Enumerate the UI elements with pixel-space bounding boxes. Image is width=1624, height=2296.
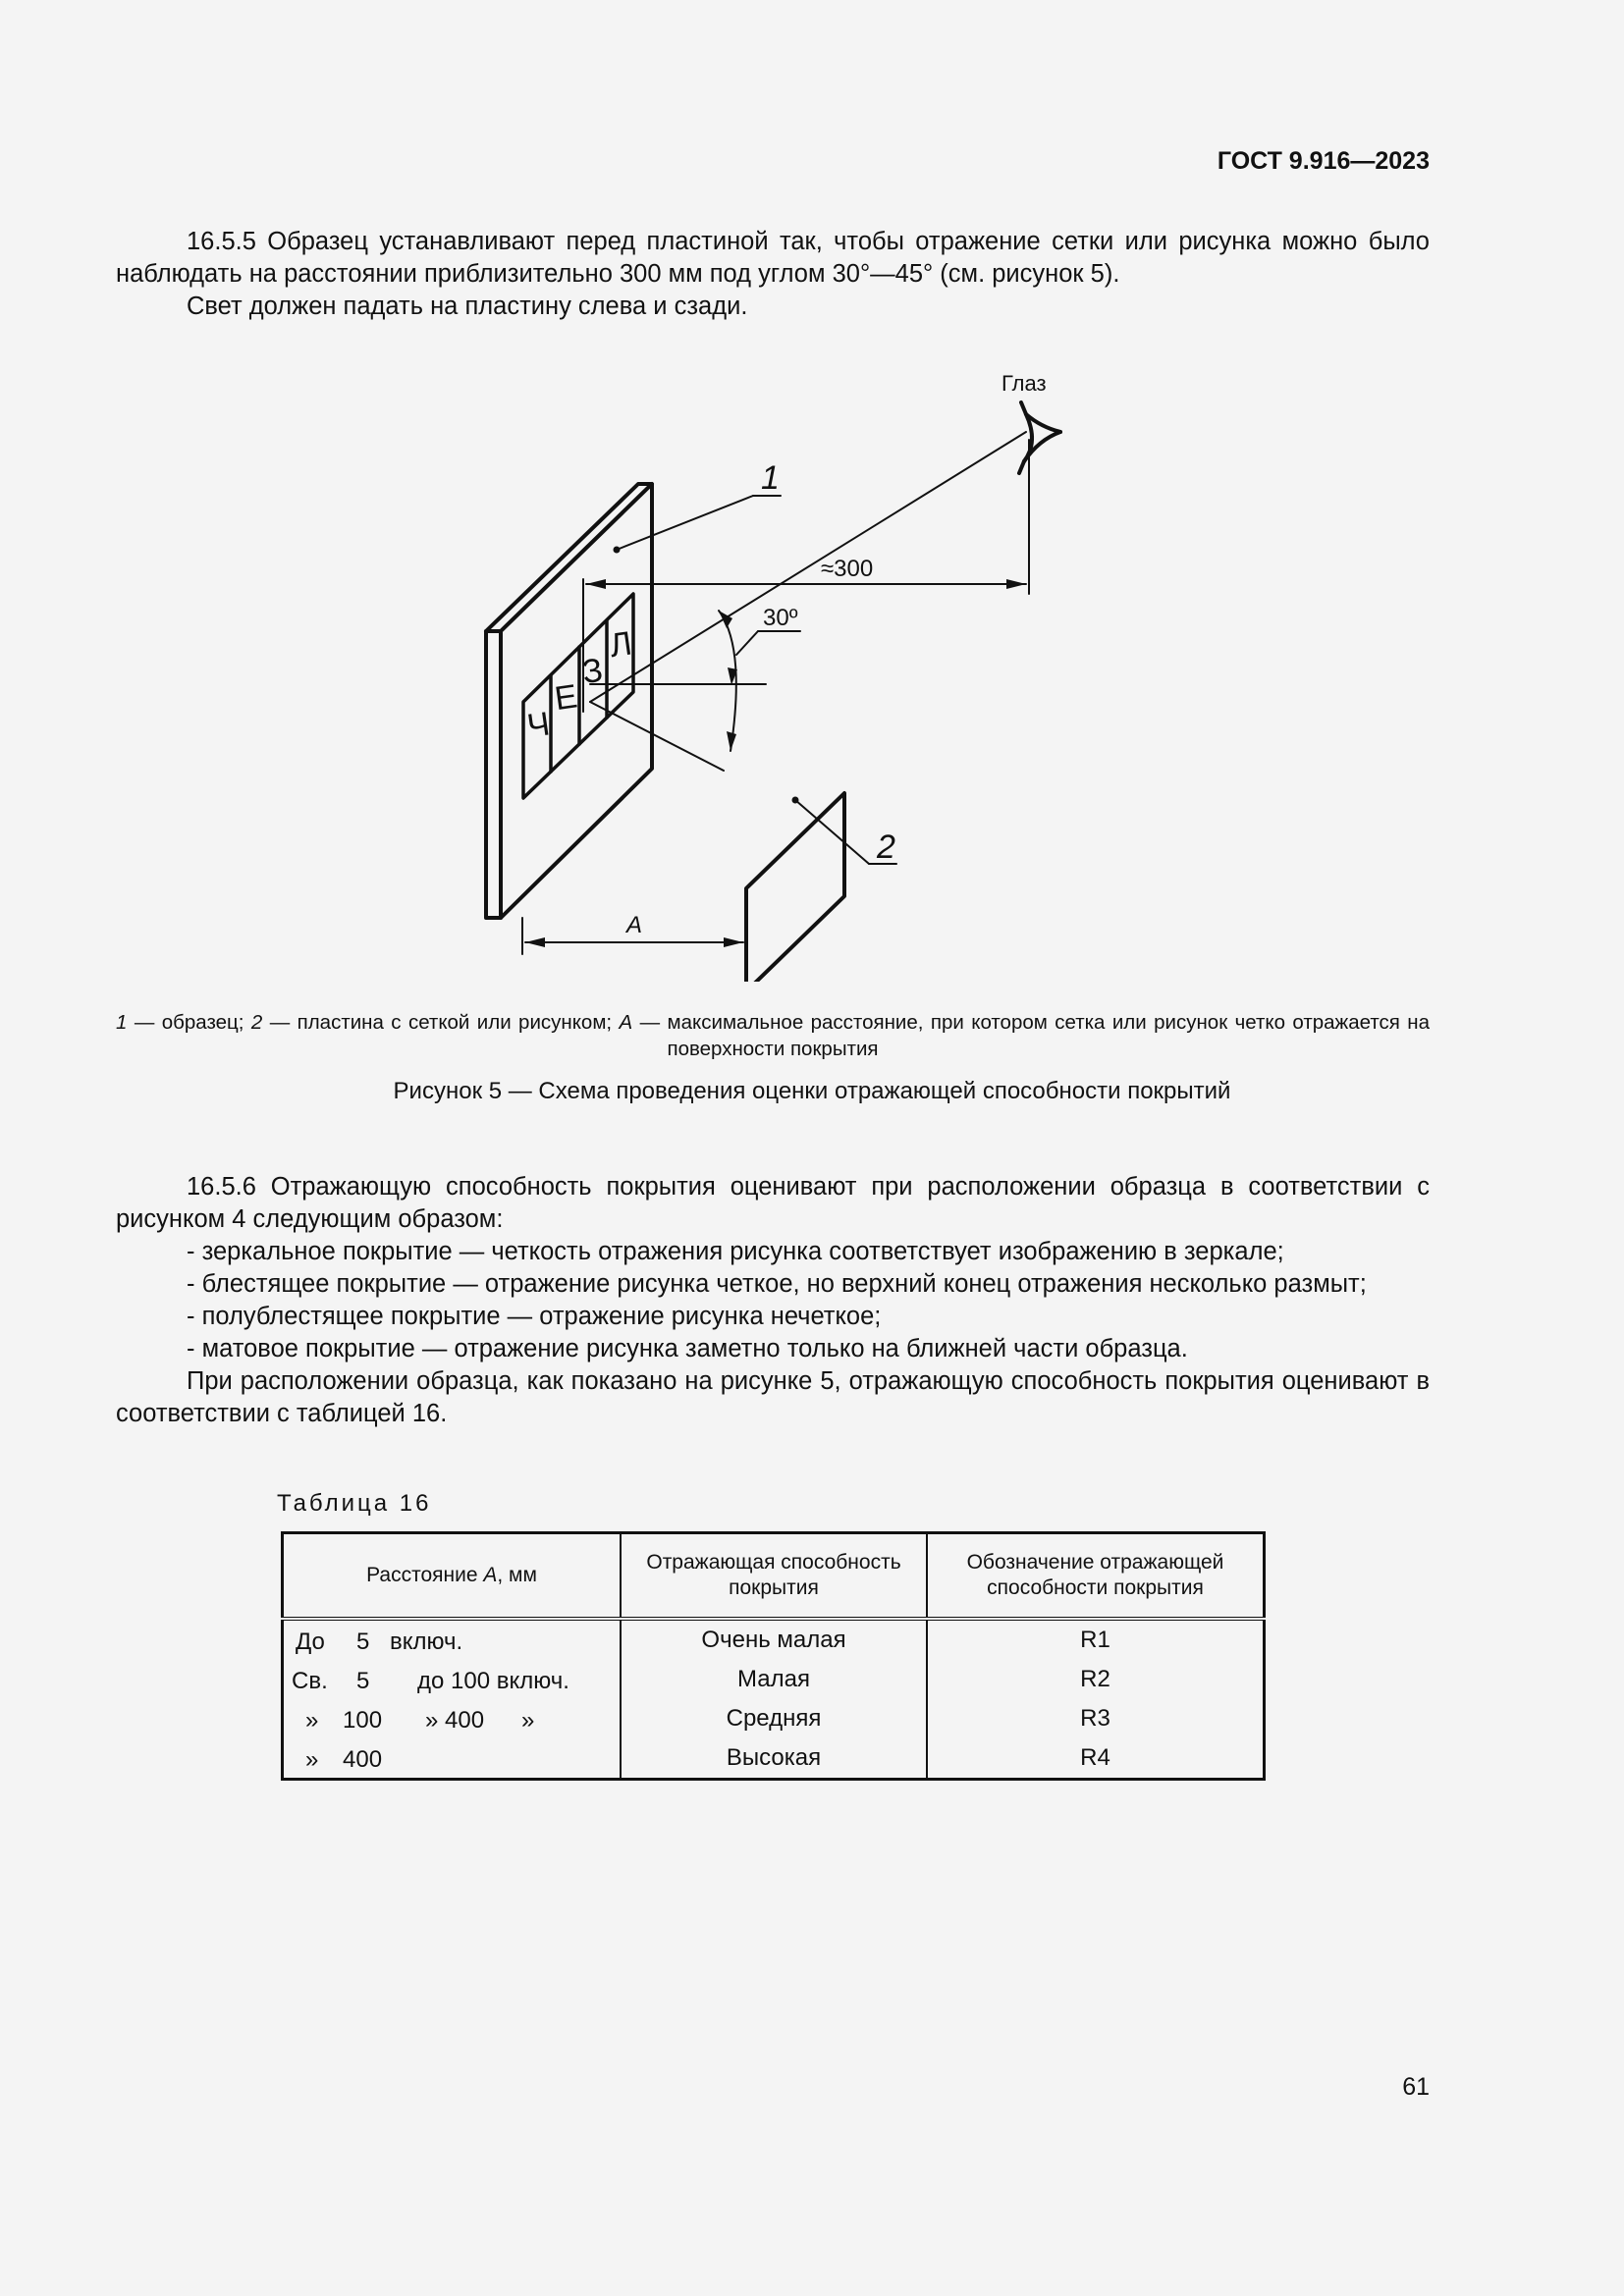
legend-item-2-num: 2 [250,1011,263,1034]
legend-item-a-num: A [619,1011,633,1034]
label-1: 1 [761,459,780,497]
label-2: 2 [877,828,895,866]
paragraph-table-reference: При расположении образца, как показано на рисунке 5, отражающую способность покрытия оценивают в соответствии с таблицей 16. [116,1367,1430,1427]
document-id-header: ГОСТ 9.916—2023 [1217,147,1430,175]
plate-symbol-4: Л [607,624,634,666]
page-number: 61 [1402,2073,1430,2101]
plate-symbol-3: З [579,651,606,692]
header-designation: Обозначение отражающей способности покрытия [927,1533,1265,1620]
figure-5 [0,353,1624,982]
reflectivity-table [281,1531,1266,1781]
cell-distance: » 400 [283,1738,622,1780]
list-item: - блестящее покрытие — отражение рисунка четкое, но верхний конец отражения несколько размыт; [187,1270,1367,1298]
cell-designation: R2 [1080,1666,1110,1692]
figure-caption: Рисунок 5 — Схема проведения оценки отражающей способности покрытий [393,1078,1231,1104]
cell-reflectivity: Очень малая [621,1619,927,1660]
cell-reflectivity: Высокая [621,1738,927,1780]
eye-label: Глаз [1001,371,1047,396]
cell-distance: » 100 » 400 » [283,1699,622,1738]
cell-designation: R1 [1080,1627,1110,1653]
section-16-5-5 [116,226,1430,323]
grid-plate [746,793,844,982]
figure-5-diagram [0,353,1624,982]
angle-arc [719,611,800,751]
legend-item-1-text: — образец; [127,1011,251,1034]
table-title: Таблица 16 [277,1490,432,1517]
plate-symbol-2: Е [552,677,580,719]
list-item: - полублестящее покрытие — отражение рисунка нечеткое; [187,1303,882,1330]
cell-designation: R3 [1080,1705,1110,1732]
list-item: - зеркальное покрытие — четкость отражения рисунка соответствует изображению в зеркале; [187,1238,1284,1265]
cell-distance: Св. 5 до 100 включ. [283,1660,622,1699]
paragraph-light-direction: Свет должен падать на пластину слева и сзади. [187,293,748,320]
section-16-5-6 [116,1171,1430,1430]
legend-item-1-num: 1 [116,1011,128,1034]
table-row [283,1738,1265,1780]
eye-icon [1019,402,1060,473]
cell-reflectivity: Малая [621,1660,927,1699]
sight-line [590,432,1026,702]
cell-designation: R4 [1080,1744,1110,1771]
cell-distance: До 5 включ. [283,1619,622,1660]
table-row [283,1619,1265,1660]
cell-reflectivity: Средняя [621,1699,927,1738]
header-reflectivity: Отражающая способность покрытия [621,1533,927,1620]
plate-symbol-1: Ч [524,705,553,746]
angle-label: 30º [763,605,798,631]
header-distance: Расстояние A, мм [283,1533,622,1620]
table-row [283,1660,1265,1699]
legend-item-2-text: — пластина с сеткой или рисунком; [262,1011,620,1034]
list-item: - матовое покрытие — отражение рисунка заметно только на ближней части образца. [187,1335,1188,1362]
table-header-row [283,1533,1265,1620]
distance-label: ≈300 [821,556,874,582]
figure-legend [116,1009,1430,1062]
paragraph-16-5-5: 16.5.5 Образец устанавливают перед пластиной так, чтобы отражение сетки или рисунка можно было наблюдать на расстоянии приблизительно 300 мм под углом 30°—45° (см. рисунок 5). [116,228,1430,288]
a-label: A [626,912,643,938]
table-row [283,1699,1265,1738]
paragraph-16-5-6: 16.5.6 Отражающую способность покрытия оценивают при расположении образца в соответствии с рисунком 4 следующим образом: [116,1173,1430,1233]
legend-item-a-text: — максимальное расстояние, при котором сетка или рисунок четко отражается на поверхности покрытия [632,1011,1431,1060]
